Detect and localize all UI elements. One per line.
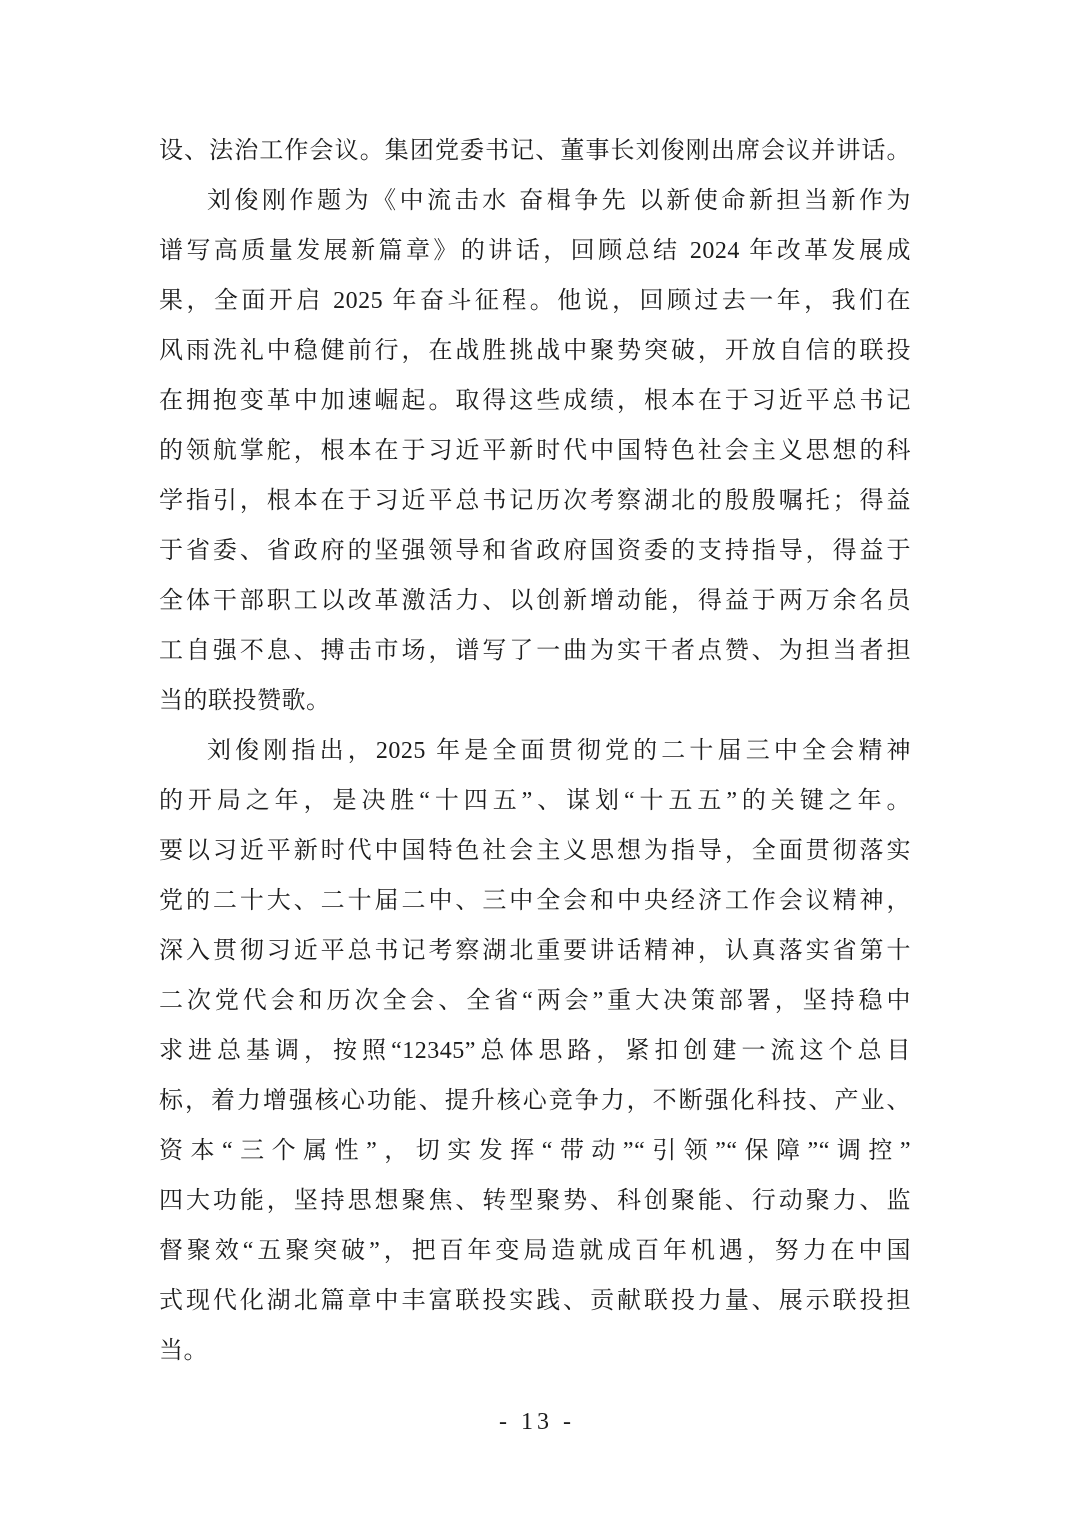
- text-line: 全体干部职工以改革激活力、以创新增动能，得益于两万余名员: [159, 588, 911, 614]
- text-line: 深入贯彻习近平总书记考察湖北重要讲话精神，认真落实省第十: [159, 938, 911, 964]
- text-line: 要以习近平新时代中国特色社会主义思想为指导，全面贯彻落实: [159, 838, 911, 864]
- text-line: 风雨洗礼中稳健前行，在战胜挑战中聚势突破，开放自信的联投: [159, 338, 911, 364]
- text-line: 当。: [159, 1338, 208, 1364]
- text-line: 二次党代会和历次全会、全省“两会”重大决策部署，坚持稳中: [159, 988, 911, 1014]
- text-line: 的领航掌舵，根本在于习近平新时代中国特色社会主义思想的科: [159, 438, 911, 464]
- text-line: 果，全面开启 2025 年奋斗征程。他说，回顾过去一年，我们在: [159, 288, 911, 314]
- text-line: 学指引，根本在于习近平总书记历次考察湖北的殷殷嘱托；得益: [159, 488, 911, 514]
- text-line: 工自强不息、搏击市场，谱写了一曲为实干者点赞、为担当者担: [159, 638, 911, 664]
- text-line: 式现代化湖北篇章中丰富联投实践、贡献联投力量、展示联投担: [159, 1288, 911, 1314]
- text-line: 求进总基调，按照“12345”总体思路，紧扣创建一流这个总目: [159, 1038, 911, 1064]
- text-line: 资本“三个属性”，切实发挥“带动”“引领”“保障”“调控”: [159, 1138, 911, 1164]
- text-line: 谱写高质量发展新篇章》的讲话，回顾总结 2024 年改革发展成: [159, 238, 911, 264]
- page-number: - 13 -: [499, 1409, 575, 1435]
- text-line: 标，着力增强核心功能、提升核心竞争力，不断强化科技、产业、: [159, 1088, 911, 1114]
- text-line: 四大功能，坚持思想聚焦、转型聚势、科创聚能、行动聚力、监: [159, 1188, 911, 1214]
- text-line: 督聚效“五聚突破”，把百年变局造就成百年机遇，努力在中国: [159, 1238, 911, 1264]
- text-line: 设、法治工作会议。集团党委书记、董事长刘俊刚出席会议并讲话。: [159, 138, 911, 164]
- text-line: 刘俊刚作题为《中流击水 奋楫争先 以新使命新担当新作为: [207, 188, 911, 214]
- text-line: 刘俊刚指出，2025 年是全面贯彻党的二十届三中全会精神: [207, 738, 911, 764]
- text-line: 当的联投赞歌。: [159, 688, 331, 714]
- text-line: 在拥抱变革中加速崛起。取得这些成绩，根本在于习近平总书记: [159, 388, 911, 414]
- text-line: 于省委、省政府的坚强领导和省政府国资委的支持指导，得益于: [159, 538, 911, 564]
- text-line: 党的二十大、二十届二中、三中全会和中央经济工作会议精神，: [159, 888, 911, 914]
- text-line: 的开局之年，是决胜“十四五”、谋划“十五五”的关键之年。: [159, 788, 911, 814]
- document-body: [159, 126, 911, 1376]
